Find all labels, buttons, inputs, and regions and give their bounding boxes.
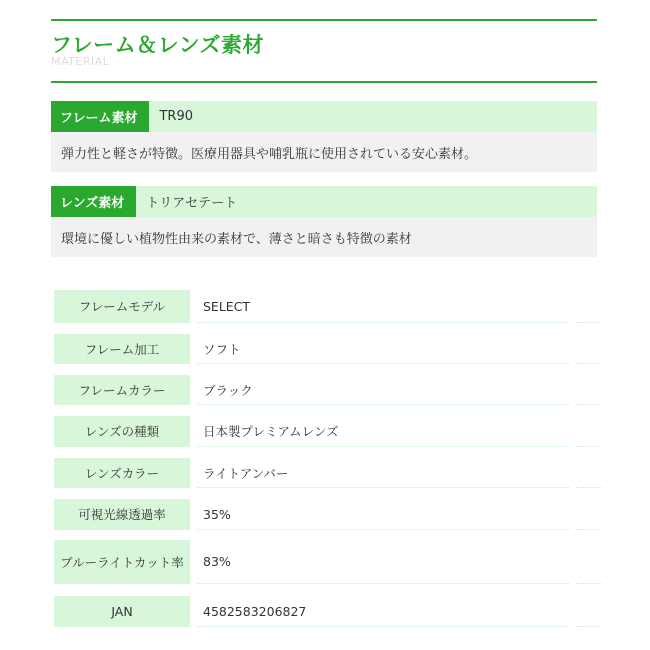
header-top-rule — [51, 19, 597, 21]
spec-value: 83% — [197, 540, 569, 584]
spec-row-frame-process — [54, 334, 602, 364]
lens-material-description: 環境に優しい植物性由来の素材で、薄さと暗さも特徴の素材 — [51, 217, 597, 257]
spec-row-visible-transmittance — [54, 499, 602, 530]
spec-label: JAN — [54, 596, 190, 627]
spec-label: フレーム加工 — [54, 334, 190, 364]
spec-row-blue-light-cut — [54, 540, 602, 584]
lens-material-section — [51, 186, 597, 257]
page-title: フレーム＆レンズ素材 — [51, 33, 265, 57]
spec-label: レンズカラー — [54, 458, 190, 488]
spec-row-divider — [576, 487, 602, 488]
spec-value: SELECT — [197, 290, 569, 323]
lens-material-value: トリアセテート — [146, 196, 238, 211]
spec-row-frame-model — [54, 290, 602, 323]
spec-row-lens-color — [54, 458, 602, 488]
spec-value: ソフト — [197, 334, 569, 364]
page-subtitle: MATERIAL — [51, 55, 110, 68]
spec-row-divider — [576, 626, 602, 627]
spec-row-divider — [576, 322, 602, 323]
spec-value: 日本製プレミアムレンズ — [197, 416, 569, 447]
header-bottom-rule — [51, 81, 597, 83]
lens-material-header — [51, 186, 597, 217]
spec-row-divider — [576, 583, 602, 584]
frame-material-header — [51, 101, 597, 132]
frame-material-value: TR90 — [159, 109, 193, 124]
spec-row-frame-color — [54, 375, 602, 405]
spec-row-divider — [576, 446, 602, 447]
spec-row-divider — [576, 529, 602, 530]
spec-value: 4582583206827 — [197, 596, 569, 627]
spec-value: ライトアンバー — [197, 458, 569, 488]
frame-material-label: フレーム素材 — [51, 101, 149, 132]
frame-material-section — [51, 101, 597, 172]
spec-label: ブルーライトカット率 — [54, 540, 190, 584]
spec-value: ブラック — [197, 375, 569, 405]
spec-label: レンズの種類 — [54, 416, 190, 447]
spec-row-jan — [54, 596, 602, 627]
spec-row-divider — [576, 363, 602, 364]
spec-value: 35% — [197, 499, 569, 530]
frame-material-description: 弾力性と軽さが特徴。医療用器具や哺乳瓶に使用されている安心素材。 — [51, 132, 597, 172]
spec-label: フレームモデル — [54, 290, 190, 323]
spec-row-divider — [576, 404, 602, 405]
spec-row-lens-type — [54, 416, 602, 447]
spec-table — [54, 290, 602, 627]
lens-material-label: レンズ素材 — [51, 186, 136, 217]
spec-label: フレームカラー — [54, 375, 190, 405]
spec-label: 可視光線透過率 — [54, 499, 190, 530]
